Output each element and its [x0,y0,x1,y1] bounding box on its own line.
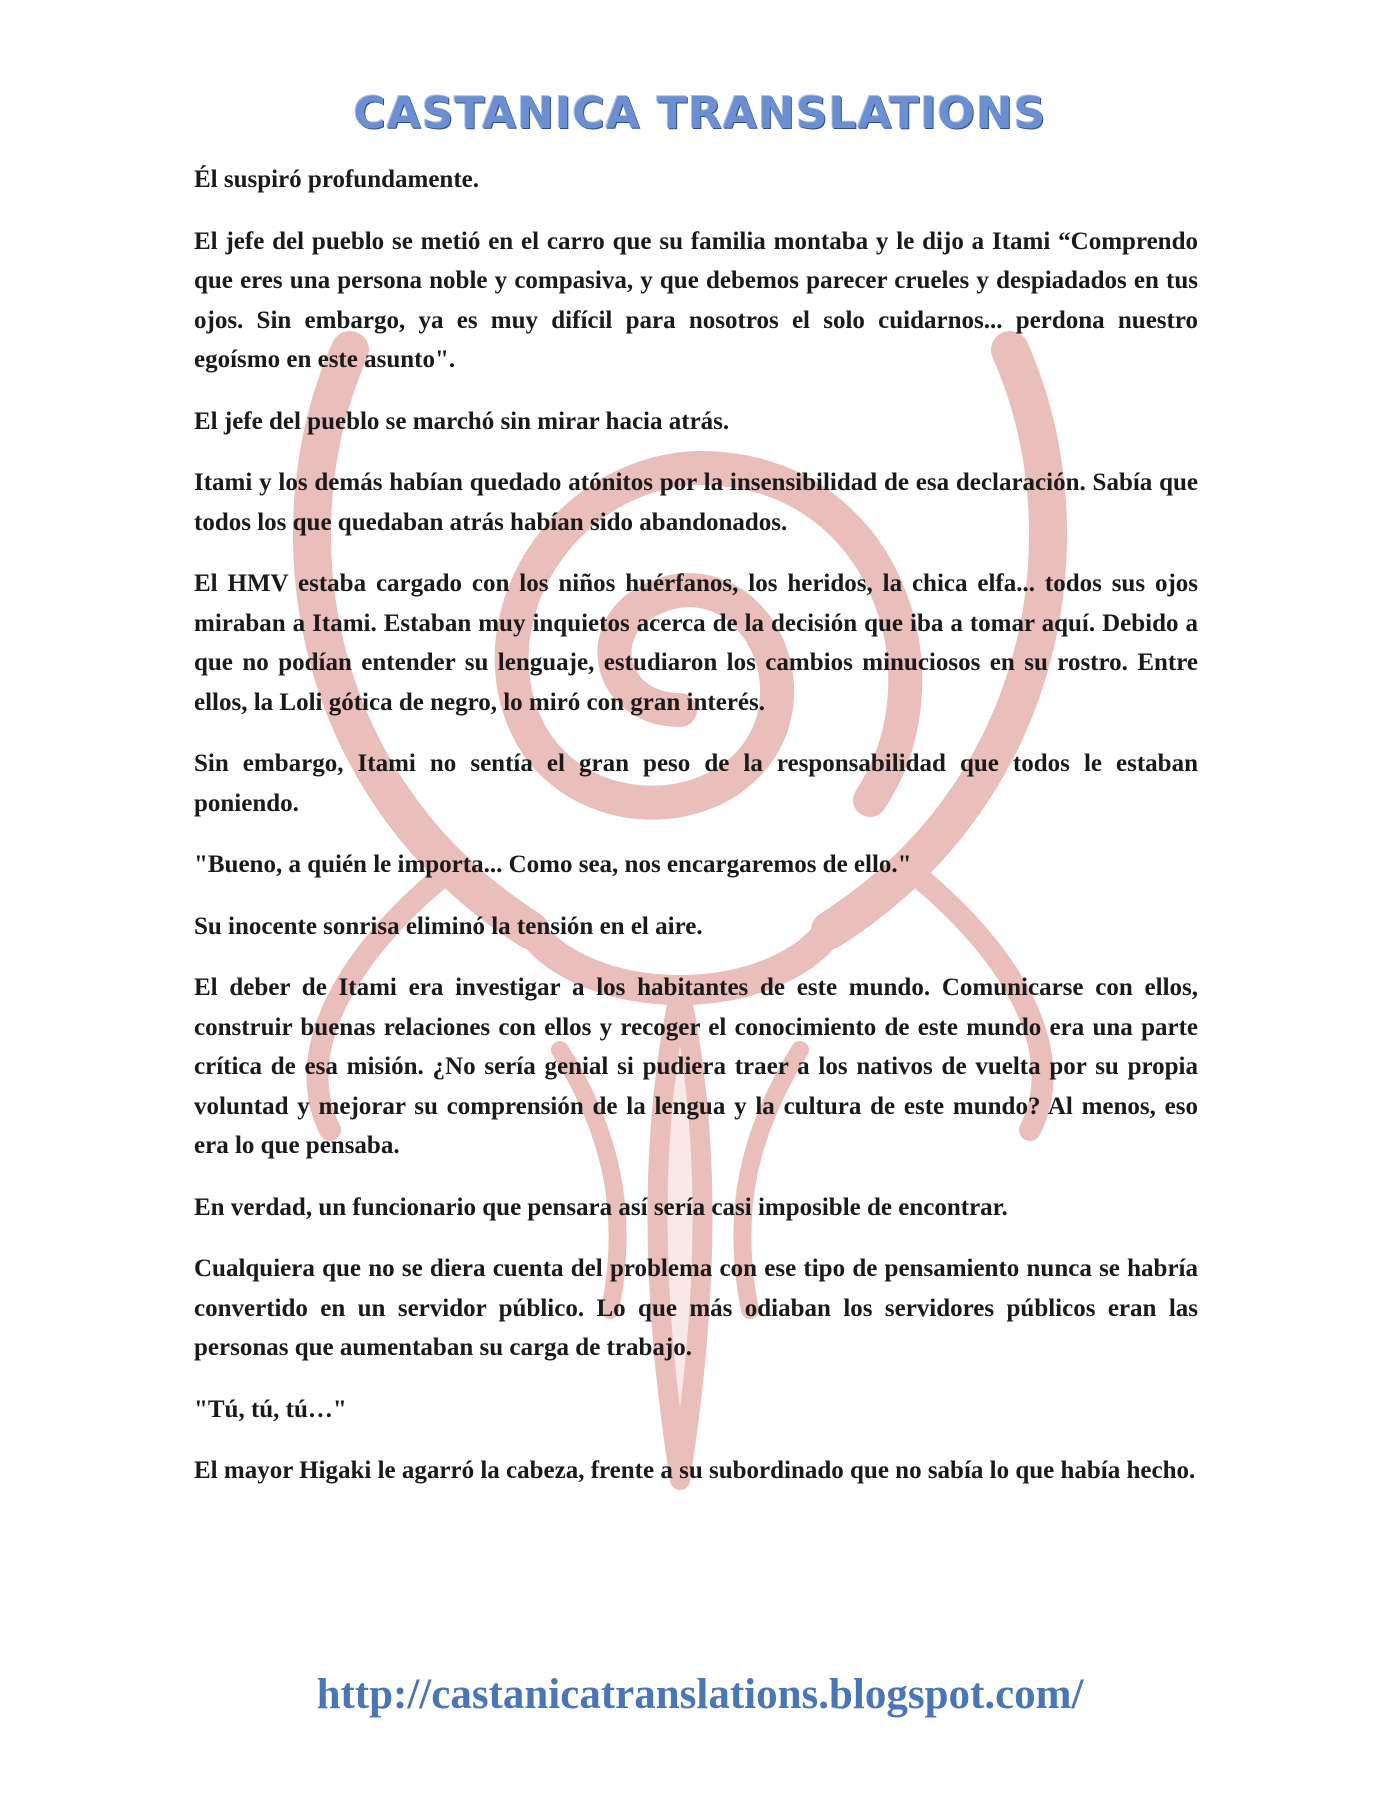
paragraph: "Bueno, a quién le importa... Como sea, nos encargaremos de ello." [194,851,912,878]
paragraph: Cualquiera que no se diera cuenta del problema con ese tipo de pensamiento nunca se habría convertido en un servidor público. Lo que más odiaban los servidores públicos eran las personas que aumentaban su carga de trabajo. [194,1255,1198,1361]
paragraph: Sin embargo, Itami no sentía el gran peso de la responsabilidad que todos le estaban poniendo. [194,750,1198,817]
footer-url: http://castanicatranslations.blogspot.com/ [316,1671,1084,1718]
paragraph: El deber de Itami era investigar a los habitantes de este mundo. Comunicarse con ellos, construir buenas relaciones con ellos y recoger el conocimiento de este mundo era una parte crítica de esa misión. ¿No sería genial si pudiera traer a los nativos de vuelta por su propia voluntad y mejorar su comprensión de la lengua y la cultura de este mundo? Al menos, eso era lo que pensaba. [194,974,1198,1159]
site-title: CASTANICA TRANSLATIONS [353,88,1047,139]
paragraph: El jefe del pueblo se marchó sin mirar hacia atrás. [194,407,730,435]
paragraph: Itami y los demás habían quedado atónitos por la insensibilidad de esa declaración. Sabía que todos los que quedaban atrás habían sido abandonados. [194,469,1198,536]
document-body [194,160,1198,1513]
paragraph: El jefe del pueblo se metió en el carro que su familia montaba y le dijo a Itami “Comprendo que eres una persona noble y compasiva, y que debemos parecer crueles y despiadados en tus ojos. Sin embargo, ya es muy difícil para nosotros el solo cuidarnos... perdona nuestro egoísmo en este asunto". [194,227,1198,373]
paragraph: El HMV estaba cargado con los niños huérfanos, los heridos, la chica elfa... todos sus ojos miraban a Itami. Estaban muy inquietos acerca de la decisión que iba a tomar aquí. Debido a que no podían entender su lenguaje, estudiaron los cambios minuciosos en su rostro. Entre ellos, la Loli gótica de negro, lo miró con gran interés. [194,570,1198,716]
paragraph: Su inocente sonrisa eliminó la tensión en el aire. [194,912,703,940]
paragraph: Él suspiró profundamente. [194,166,480,193]
paragraph: "Tú, tú, tú…" [194,1395,347,1423]
paragraph: En verdad, un funcionario que pensara así sería casi imposible de encontrar. [194,1193,1008,1221]
paragraph: El mayor Higaki le agarró la cabeza, frente a su subordinado que no sabía lo que había hecho. [194,1457,1196,1484]
